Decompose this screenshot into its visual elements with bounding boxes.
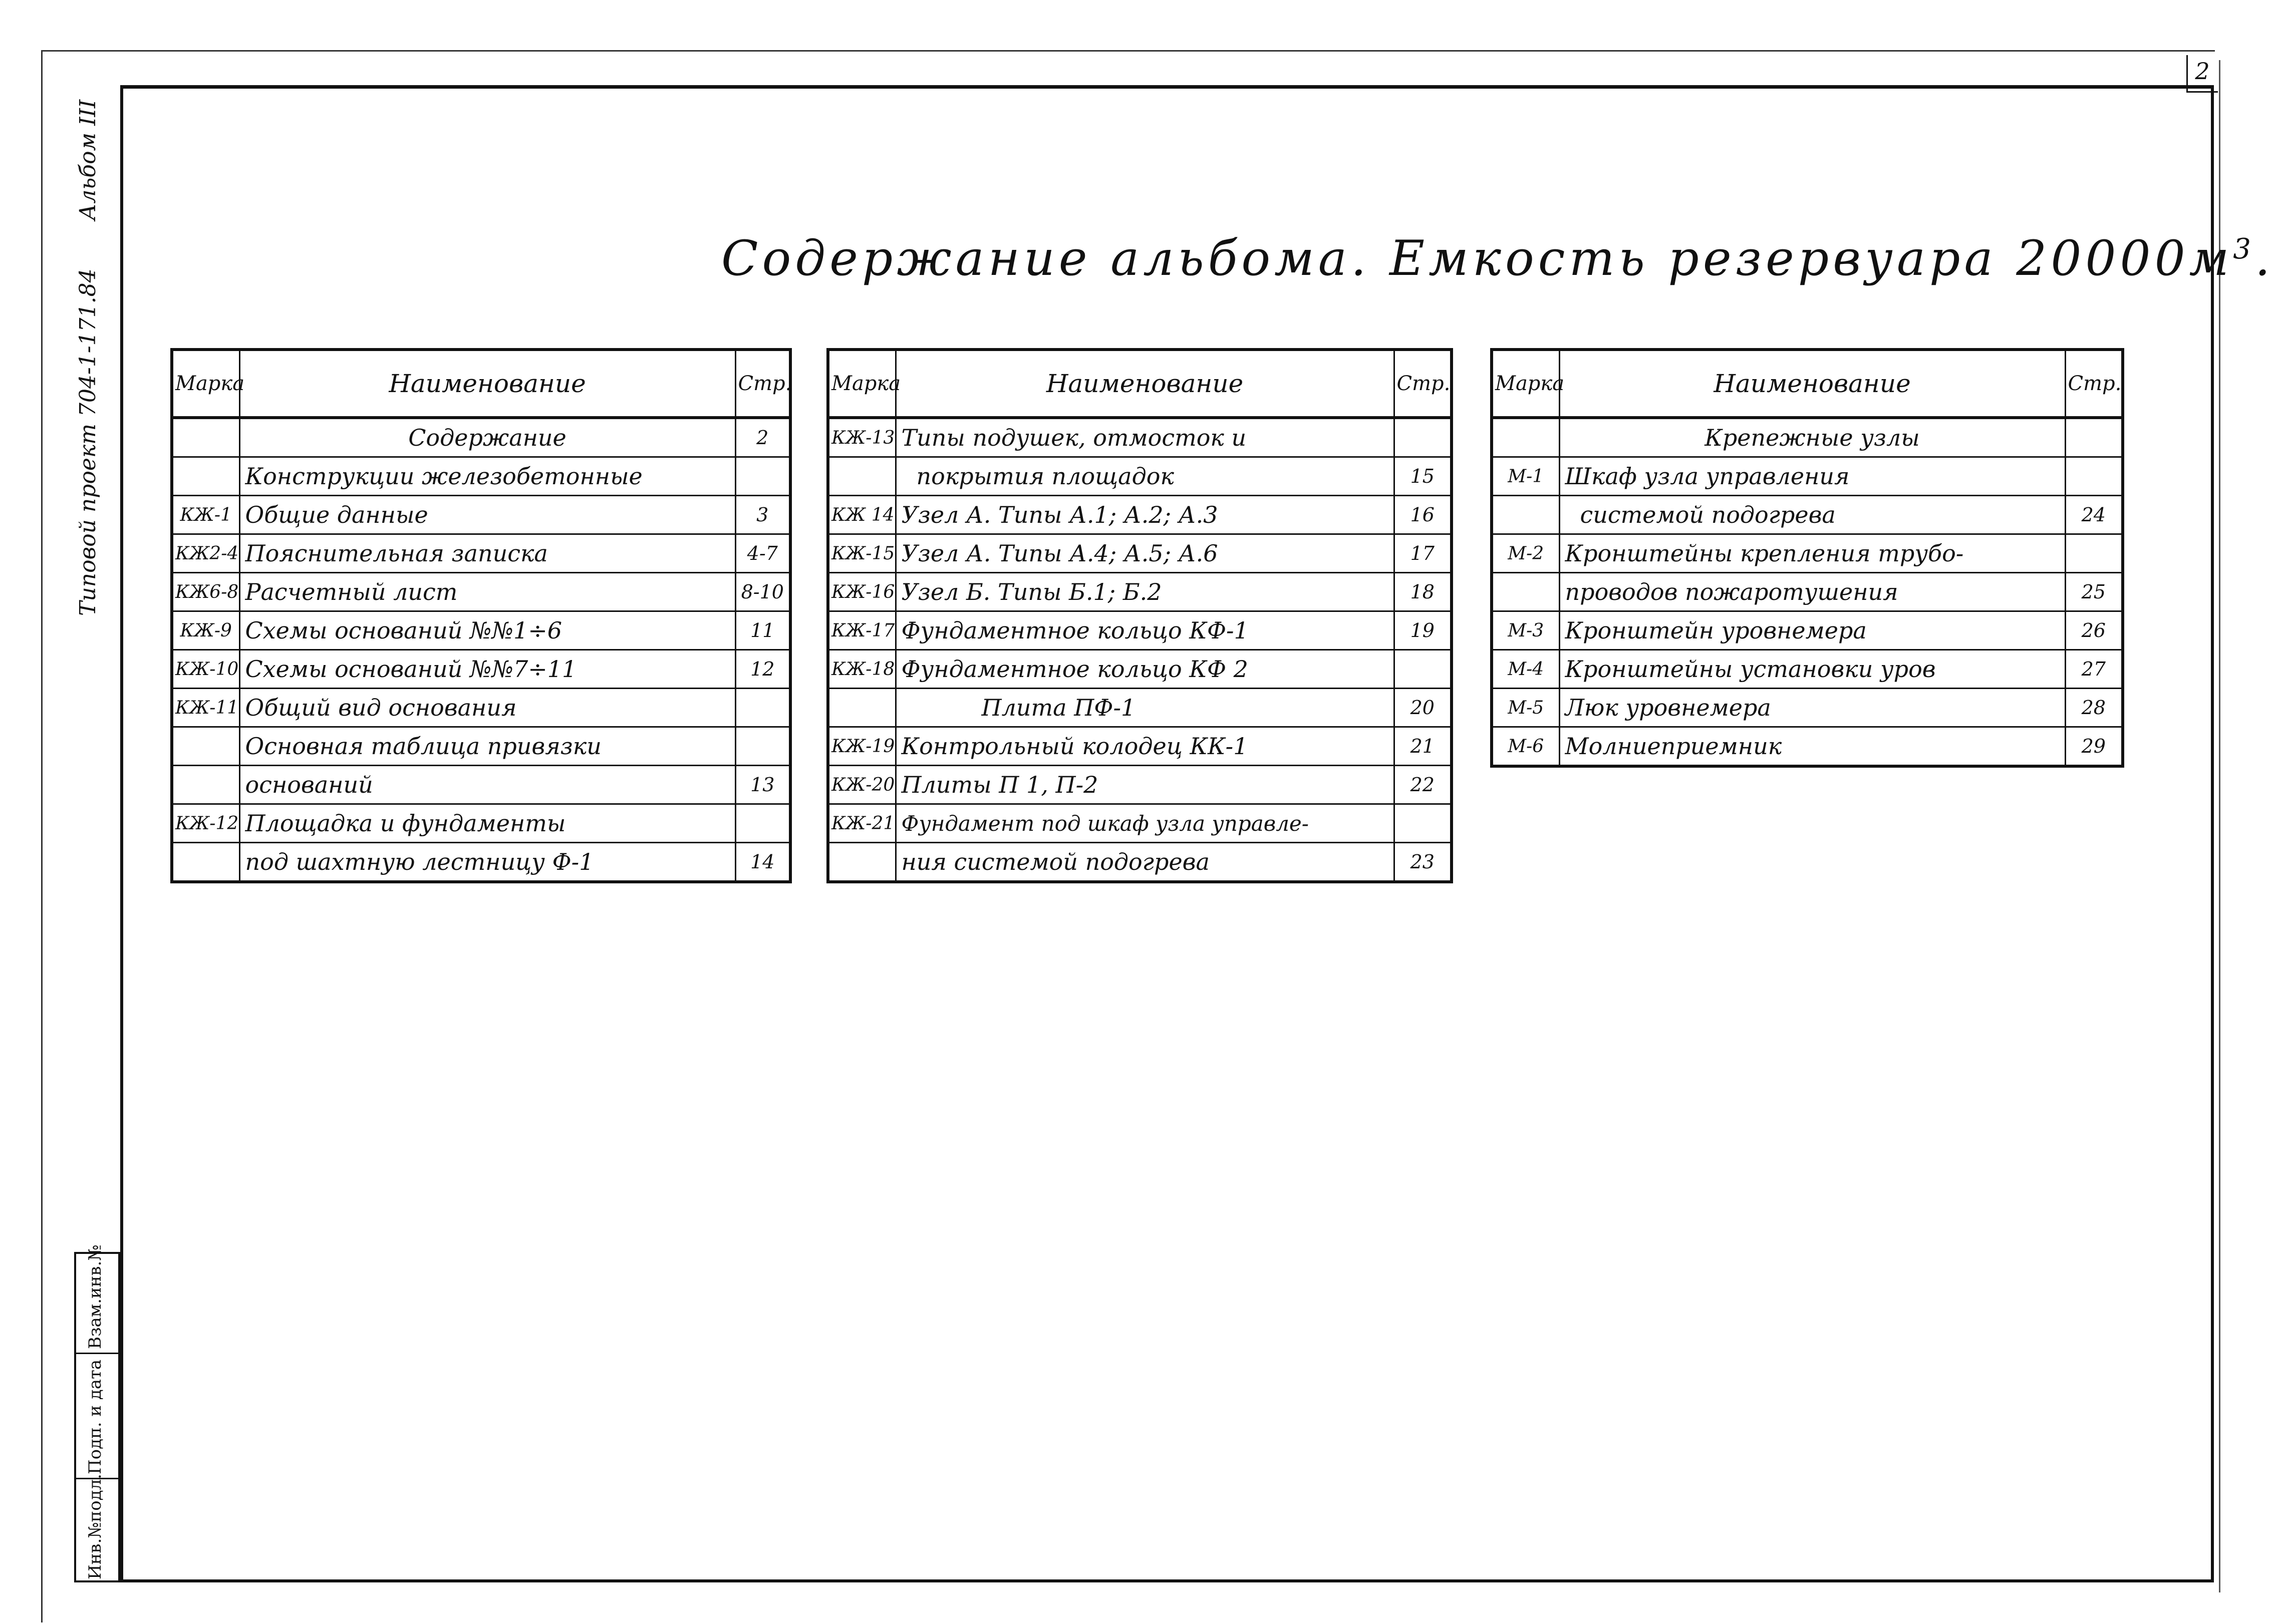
row-page: 3 [735, 496, 790, 534]
table-row [828, 843, 1452, 882]
row-mark: КЖ-9 [172, 611, 239, 650]
row-mark: КЖ-15 [828, 534, 896, 573]
row-mark [1492, 573, 1559, 611]
stamp-sign-date: Подп. и дата [85, 1359, 105, 1474]
table-row [828, 573, 1452, 611]
row-name: Содержание [239, 418, 735, 457]
row-page: 15 [1394, 457, 1452, 496]
row-page: 22 [1394, 766, 1452, 804]
table-row [172, 804, 790, 843]
row-name: Площадка и фундаменты [239, 804, 735, 843]
table-row [172, 496, 790, 534]
row-mark [828, 689, 896, 727]
row-name: Молниеприемник [1559, 727, 2065, 767]
table-row [828, 804, 1452, 843]
stamp-inv-no: Инв.№подл. [85, 1474, 105, 1579]
row-page: 13 [735, 766, 790, 804]
row-name: Кронштейны крепления трубо- [1559, 534, 2065, 573]
row-mark [1492, 496, 1559, 534]
row-name: Основная таблица привязки [239, 727, 735, 766]
row-name: Пояснительная записка [239, 534, 735, 573]
row-page: 20 [1394, 689, 1452, 727]
row-mark: КЖ-16 [828, 573, 896, 611]
row-page [1394, 418, 1452, 457]
table-row [828, 650, 1452, 689]
row-name: Общий вид основания [239, 689, 735, 727]
table-row [828, 418, 1452, 457]
row-name: Узел Б. Типы Б.1; Б.2 [896, 573, 1394, 611]
row-name: покрытия площадок [896, 457, 1394, 496]
stamp-cell-inv-no [76, 1474, 118, 1582]
column-header-page: Стр. [2065, 350, 2123, 418]
table-row [1492, 573, 2123, 611]
row-mark: М-1 [1492, 457, 1559, 496]
row-name: проводов пожаротушения [1559, 573, 2065, 611]
table-row [1492, 418, 2123, 457]
row-name: оснований [239, 766, 735, 804]
row-page: 24 [2065, 496, 2123, 534]
row-mark: КЖ-18 [828, 650, 896, 689]
table-row [172, 573, 790, 611]
row-name: Фундаментное кольцо КФ 2 [896, 650, 1394, 689]
row-name: системой подогрева [1559, 496, 2065, 534]
row-mark [172, 418, 239, 457]
row-page: 27 [2065, 650, 2123, 689]
row-page [735, 457, 790, 496]
table-row [172, 457, 790, 496]
column-header-mark: Марка [1492, 350, 1559, 418]
row-page [735, 689, 790, 727]
row-page: 25 [2065, 573, 2123, 611]
row-mark [172, 766, 239, 804]
row-mark: М-3 [1492, 611, 1559, 650]
row-page [2065, 534, 2123, 573]
row-name: Люк уровнемера [1559, 689, 2065, 727]
table-row [172, 418, 790, 457]
row-mark: М-6 [1492, 727, 1559, 767]
row-mark [172, 457, 239, 496]
sheet-number: 2 [2195, 58, 2210, 85]
row-mark: КЖ-20 [828, 766, 896, 804]
stamp-replace-inv: Взам.инв.№ [85, 1244, 105, 1349]
row-page: 29 [2065, 727, 2123, 767]
table-row [172, 611, 790, 650]
row-name: Расчетный лист [239, 573, 735, 611]
column-header-page: Стр. [735, 350, 790, 418]
row-name: Плита ПФ-1 [896, 689, 1394, 727]
row-name: Фундамент под шкаф узла управле- [896, 804, 1394, 843]
table-row [1492, 457, 2123, 496]
row-page: 4-7 [735, 534, 790, 573]
row-page: 17 [1394, 534, 1452, 573]
row-mark: М-2 [1492, 534, 1559, 573]
row-mark [172, 843, 239, 882]
row-mark: М-5 [1492, 689, 1559, 727]
table-row [172, 534, 790, 573]
table-row [828, 496, 1452, 534]
contents-table-3 [1490, 348, 2124, 768]
row-name: Контрольный колодец КК-1 [896, 727, 1394, 766]
project-code: Типовой проект 704-1-171.84 [75, 268, 101, 616]
column-header-mark: Марка [828, 350, 896, 418]
row-page: 11 [735, 611, 790, 650]
table-row [828, 457, 1452, 496]
contents-table-2 [826, 348, 1453, 883]
stamp-cell-replace-inv [76, 1244, 118, 1354]
row-page [2065, 457, 2123, 496]
row-mark: КЖ-19 [828, 727, 896, 766]
table-row [828, 611, 1452, 650]
row-name: Шкаф узла управления [1559, 457, 2065, 496]
row-name: Типы подушек, отмосток и [896, 418, 1394, 457]
row-page [2065, 418, 2123, 457]
row-name: Общие данные [239, 496, 735, 534]
table-row [828, 727, 1452, 766]
row-name: Схемы оснований №№1÷6 [239, 611, 735, 650]
row-name: Конструкции железобетонные [239, 457, 735, 496]
row-page: 23 [1394, 843, 1452, 882]
column-header-page: Стр. [1394, 350, 1452, 418]
column-header-name: Наименование [239, 350, 735, 418]
row-mark: М-4 [1492, 650, 1559, 689]
row-mark: КЖ-10 [172, 650, 239, 689]
column-header-name: Наименование [896, 350, 1394, 418]
row-mark: КЖ-11 [172, 689, 239, 727]
table-header [1492, 350, 2123, 418]
album-issue: Альбом III [75, 99, 101, 220]
table-row [1492, 650, 2123, 689]
row-mark: КЖ-21 [828, 804, 896, 843]
archive-stamp [74, 1244, 120, 1582]
row-mark [828, 843, 896, 882]
table-row [1492, 689, 2123, 727]
right-edge-line [2219, 60, 2220, 1592]
table-row [172, 689, 790, 727]
row-mark: КЖ-1 [172, 496, 239, 534]
table-row [172, 650, 790, 689]
row-mark: КЖ6-8 [172, 573, 239, 611]
row-mark [1492, 418, 1559, 457]
row-page: 12 [735, 650, 790, 689]
page-title: Содержание альбома. Емкость резервуара $20000м^3$. [721, 230, 2274, 286]
outer-border-top [41, 50, 2215, 52]
table-header [172, 350, 790, 418]
title-text: Содержание альбома. Емкость резервуара 20000м [721, 230, 2233, 286]
table-row [828, 766, 1452, 804]
row-page: 19 [1394, 611, 1452, 650]
row-page: 8-10 [735, 573, 790, 611]
row-page [735, 727, 790, 766]
row-page: 21 [1394, 727, 1452, 766]
stamp-cell-sign-date [76, 1354, 118, 1479]
contents-table-1 [170, 348, 792, 883]
title-superscript: 3 [2233, 233, 2255, 265]
column-header-mark: Марка [172, 350, 239, 418]
table-row [828, 689, 1452, 727]
row-name: Узел А. Типы А.1; А.2; А.3 [896, 496, 1394, 534]
row-name: Кронштейн уровнемера [1559, 611, 2065, 650]
row-name: ния системой подогрева [896, 843, 1394, 882]
row-mark: КЖ-13 [828, 418, 896, 457]
row-page [1394, 650, 1452, 689]
row-page: 18 [1394, 573, 1452, 611]
row-name: под шахтную лестницу Ф-1 [239, 843, 735, 882]
table-row [1492, 727, 2123, 767]
row-page: 16 [1394, 496, 1452, 534]
row-name: Плиты П 1, П-2 [896, 766, 1394, 804]
row-name: Схемы оснований №№7÷11 [239, 650, 735, 689]
table-row [172, 727, 790, 766]
row-name: Крепежные узлы [1559, 418, 2065, 457]
outer-border-left [41, 50, 43, 1622]
row-page: 14 [735, 843, 790, 882]
row-mark: КЖ-12 [172, 804, 239, 843]
row-mark: КЖ2-4 [172, 534, 239, 573]
row-page: 26 [2065, 611, 2123, 650]
table-row [1492, 611, 2123, 650]
table-row [172, 843, 790, 882]
row-page: 28 [2065, 689, 2123, 727]
row-name: Узел А. Типы А.4; А.5; А.6 [896, 534, 1394, 573]
row-mark: КЖ-17 [828, 611, 896, 650]
table-header [828, 350, 1452, 418]
row-name: Фундаментное кольцо КФ-1 [896, 611, 1394, 650]
row-page [735, 804, 790, 843]
row-mark [172, 727, 239, 766]
table-row [172, 766, 790, 804]
table-row [1492, 496, 2123, 534]
row-mark: КЖ 14 [828, 496, 896, 534]
row-name: Кронштейны установки уров [1559, 650, 2065, 689]
row-page [1394, 804, 1452, 843]
column-header-name: Наименование [1559, 350, 2065, 418]
row-mark [828, 457, 896, 496]
table-row [828, 534, 1452, 573]
row-page: 2 [735, 418, 790, 457]
table-row [1492, 534, 2123, 573]
